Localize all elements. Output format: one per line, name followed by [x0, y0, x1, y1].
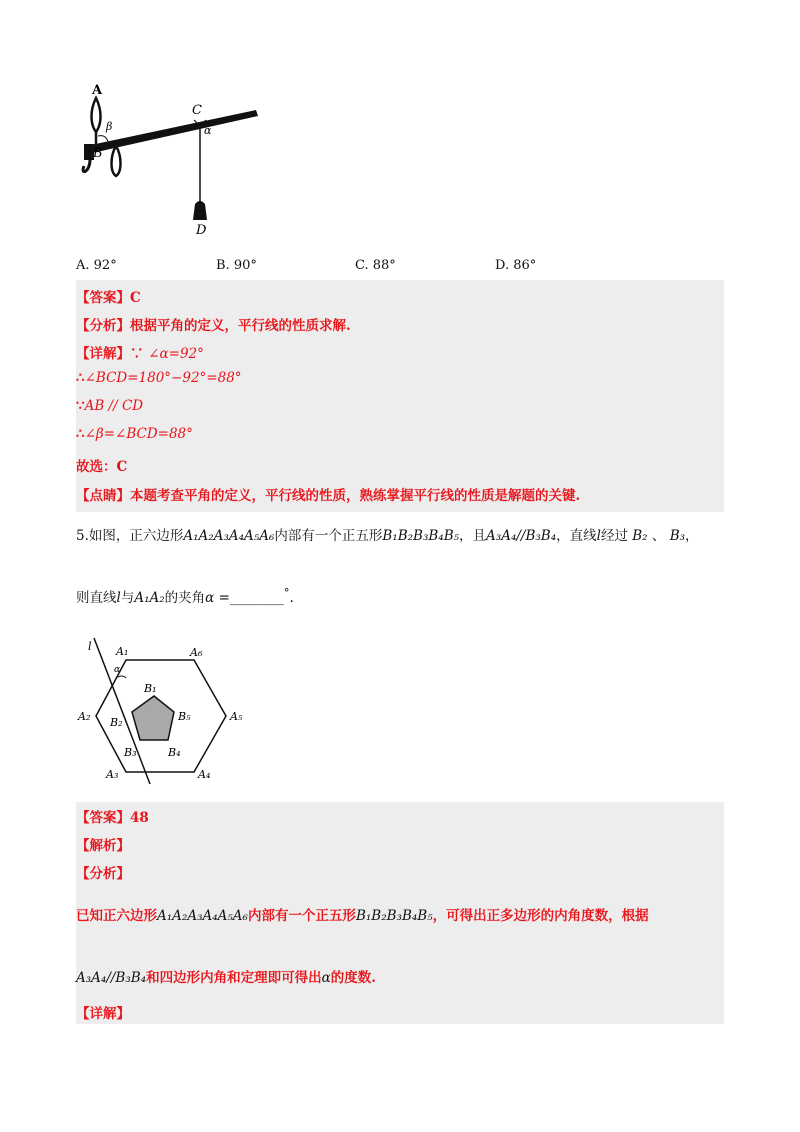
label-a6: A₆: [190, 646, 203, 659]
q4-choose: 故选：C: [76, 459, 128, 475]
option-d: D. 86°: [495, 258, 537, 273]
label-b4: B₄: [168, 746, 181, 759]
option-b: B. 90°: [216, 258, 257, 273]
q4-step4: ∴∠β=∠BCD=88°: [76, 426, 193, 442]
q5-answer: 【答案】48: [76, 810, 149, 826]
label-b1: B₁: [144, 682, 157, 695]
label-a2: A₂: [78, 710, 91, 723]
q4-detail-step1: 【详解】∵ ∠α=92°: [76, 346, 204, 362]
answer-blank: ________: [229, 590, 284, 606]
label-b: B: [93, 146, 103, 161]
q4-comment: 【点睛】本题考查平角的定义，平行线的性质，熟练掌握平行线的性质是解题的关键.: [76, 488, 581, 504]
q5-solution-box: [76, 802, 724, 1024]
q5-analysis-tag: 【分析】: [76, 866, 130, 882]
label-a3: A₃: [106, 768, 119, 781]
label-b3: B₃: [124, 746, 137, 759]
q5-line2: 则直线l与A₁A₂的夹角α =________°.: [76, 586, 294, 606]
hook-a-loop: [92, 98, 101, 132]
label-a4: A₄: [198, 768, 211, 781]
option-c: C. 88°: [355, 258, 396, 273]
label-alpha: α: [204, 124, 212, 137]
q4-analysis: 【分析】根据平角的定义，平行线的性质求解.: [76, 318, 351, 334]
q4-answer: 【答案】C: [76, 290, 141, 306]
q5-analysis-line2: A₃A₄//B₃B₄和四边形内角和定理即可得出α的度数.: [76, 970, 376, 986]
q4-solution-box: [76, 280, 724, 512]
label-d: D: [196, 223, 207, 238]
label-a5: A₅: [230, 710, 243, 723]
label-b2: B₂: [110, 716, 123, 729]
pentagon: [132, 696, 174, 740]
label-b5: B₅: [178, 710, 191, 723]
label-beta: β: [106, 120, 113, 133]
q4-step3: ∵AB // CD: [76, 398, 144, 414]
hexagon-pentagon-figure: [76, 636, 256, 786]
q5-analysis-line1: 已知正六边形A₁A₂A₃A₄A₅A₆内部有一个正五形B₁B₂B₃B₄B₅，可得出正多边形的内角度数，根据: [76, 908, 649, 924]
q5-line1: 5.如图，正六边形A₁A₂A₃A₄A₅A₆内部有一个正五形B₁B₂B₃B₄B₅，且A₃A₄//B₃B₄，直线l经过 B₂ 、 B₃，: [76, 528, 699, 544]
q5-detail-tag: 【详解】: [76, 1006, 130, 1022]
option-a: A. 92°: [76, 258, 117, 273]
q5-jiexi: 【解析】: [76, 838, 130, 854]
label-a: A: [92, 83, 103, 98]
lever-figure: [76, 80, 276, 240]
q4-step2: ∴∠BCD=180°−92°=88°: [76, 370, 242, 386]
label-l: l: [88, 640, 92, 653]
weight-d: [193, 201, 207, 220]
label-c: C: [192, 103, 202, 118]
label-a1: A₁: [116, 645, 129, 658]
label-alpha2: α: [114, 665, 121, 675]
